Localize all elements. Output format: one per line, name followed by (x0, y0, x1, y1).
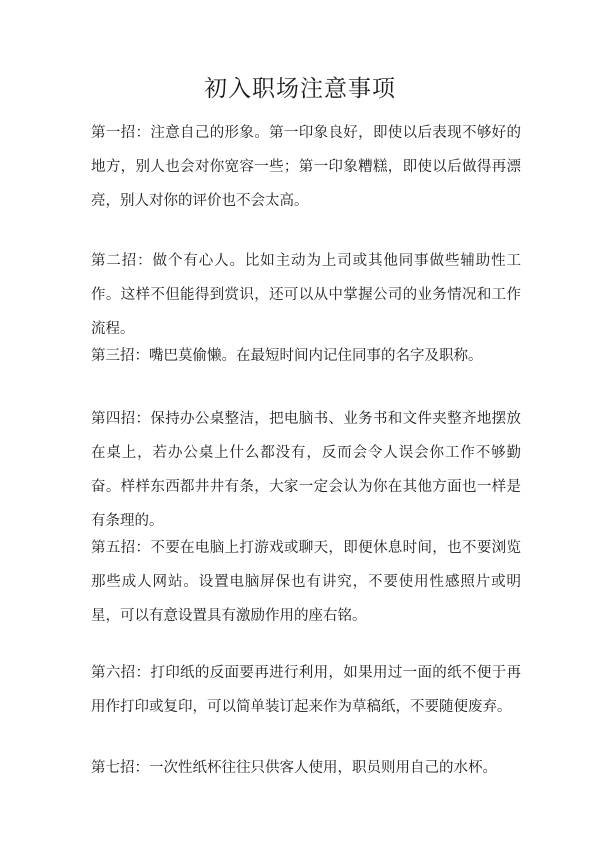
tip-paragraph-5: 第五招：不要在电脑上打游戏或聊天，即便休息时间，也不要浏览那些成人网站。设置电脑屏保也有讲究，不要使用性感照片或明星，可以有意设置具有激励作用的座右铭。 (91, 540, 521, 624)
tip-paragraph-2: 第二招：做个有心人。比如主动为上司或其他同事做些辅助性工作。这样不但能得到赏识，还可以从中掌握公司的业务情况和工作流程。 (91, 253, 521, 337)
tip-paragraph-7: 第七招：一次性纸杯往往只供客人使用，职员则用自己的水杯。 (91, 760, 497, 776)
tip-paragraph-6: 第六招：打印纸的反面要再进行利用，如果用过一面的纸不便于再用作打印或复印，可以简单装订起来作为草稿纸，不要随便废弃。 (91, 665, 521, 715)
document-title: 初入职场注意事项 (204, 76, 396, 102)
tip-paragraph-3: 第三招：嘴巴莫偷懒。在最短时间内记住同事的名字及职称。 (91, 348, 483, 364)
tip-paragraph-1: 第一招：注意自己的形象。第一印象良好，即使以后表现不够好的地方，别人也会对你宽容一些；第一印象糟糕，即使以后做得再漂亮，别人对你的评价也不会太高。 (91, 125, 521, 209)
tip-paragraph-4: 第四招：保持办公桌整洁，把电脑书、业务书和文件夹整齐地摆放在桌上，若办公桌上什么都没有，反而会令人误会你工作不够勤奋。样样东西都井井有条，大家一定会认为你在其他方面也一样是有条理的。 (91, 411, 521, 529)
